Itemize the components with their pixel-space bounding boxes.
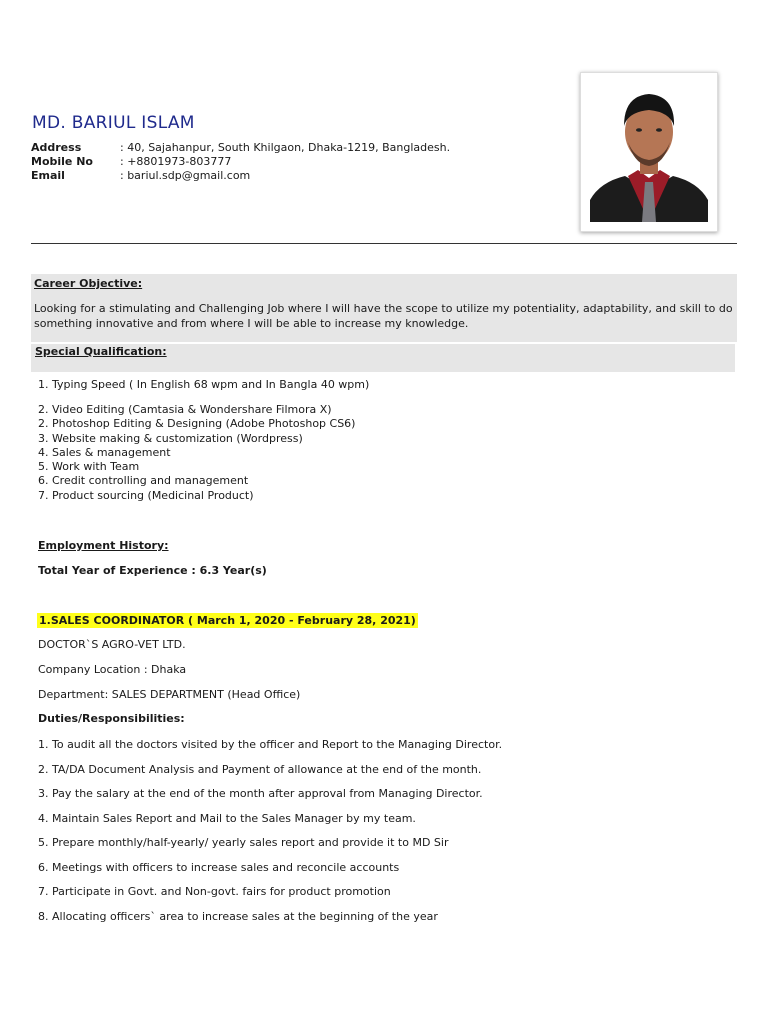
job-title-highlight: 1.SALES COORDINATOR ( March 1, 2020 - February 28, 2021) (39, 614, 416, 627)
duty-item: 7. Participate in Govt. and Non-govt. fairs for product promotion (38, 885, 391, 898)
contact-block (31, 141, 450, 183)
contact-mobile (31, 155, 450, 169)
employment-history-heading: Employment History: (38, 539, 169, 552)
duty-item: 3. Pay the salary at the end of the month after approval from Managing Director. (38, 787, 483, 800)
list-item: 2. Photoshop Editing & Designing (Adobe Photoshop CS6) (38, 417, 356, 431)
list-item: 3. Website making & customization (Wordpress) (38, 431, 303, 445)
qualification-list (38, 403, 355, 503)
company-name: DOCTOR`S AGRO-VET LTD. (38, 638, 186, 651)
list-item: 7. Product sourcing (Medicinal Product) (38, 488, 254, 502)
contact-value: : bariul.sdp@gmail.com (120, 169, 251, 182)
duty-item: 4. Maintain Sales Report and Mail to the Sales Manager by my team. (38, 812, 416, 825)
profile-photo-image (590, 82, 708, 222)
career-objective-heading: Career Objective: (34, 277, 143, 290)
profile-photo (580, 72, 718, 232)
duty-item: 1. To audit all the doctors visited by the officer and Report to the Managing Director. (38, 738, 503, 751)
company-location: Company Location : Dhaka (38, 663, 187, 676)
career-objective-text: Looking for a stimulating and Challenging Job where I will have the scope to utilize my potentiality, adaptability, and skill to do something innovative and from where I will be able to increase my knowledge. (34, 302, 733, 330)
total-experience: Total Year of Experience : 6.3 Year(s) (38, 564, 267, 577)
contact-address (31, 141, 450, 155)
header-divider (31, 243, 737, 244)
candidate-name: MD. BARIUL ISLAM (32, 113, 195, 133)
contact-value: : +8801973-803777 (120, 155, 232, 168)
contact-value: : 40, Sajahanpur, South Khilgaon, Dhaka-1219, Bangladesh. (120, 141, 451, 154)
contact-label: Address (31, 141, 82, 154)
contact-email (31, 169, 450, 183)
list-item: 5. Work with Team (38, 460, 140, 474)
duty-item: 5. Prepare monthly/half-yearly/ yearly sales report and provide it to MD Sir (38, 836, 449, 849)
list-item: 6. Credit controlling and management (38, 474, 249, 488)
special-qualification-heading: Special Qualification: (35, 345, 167, 358)
typing-speed-item: 1. Typing Speed ( In English 68 wpm and In Bangla 40 wpm) (38, 378, 370, 391)
duty-item: 8. Allocating officers` area to increase sales at the beginning of the year (38, 910, 438, 923)
list-item: 2. Video Editing (Camtasia & Wondershare Filmora X) (38, 403, 332, 416)
duty-item: 2. TA/DA Document Analysis and Payment of allowance at the end of the month. (38, 763, 482, 776)
contact-label: Email (31, 169, 65, 182)
list-item: 4. Sales & management (38, 445, 171, 459)
duty-item: 6. Meetings with officers to increase sales and reconcile accounts (38, 861, 400, 874)
department: Department: SALES DEPARTMENT (Head Office) (38, 688, 301, 701)
contact-label: Mobile No (31, 155, 93, 168)
duties-heading: Duties/Responsibilities: (38, 712, 185, 725)
